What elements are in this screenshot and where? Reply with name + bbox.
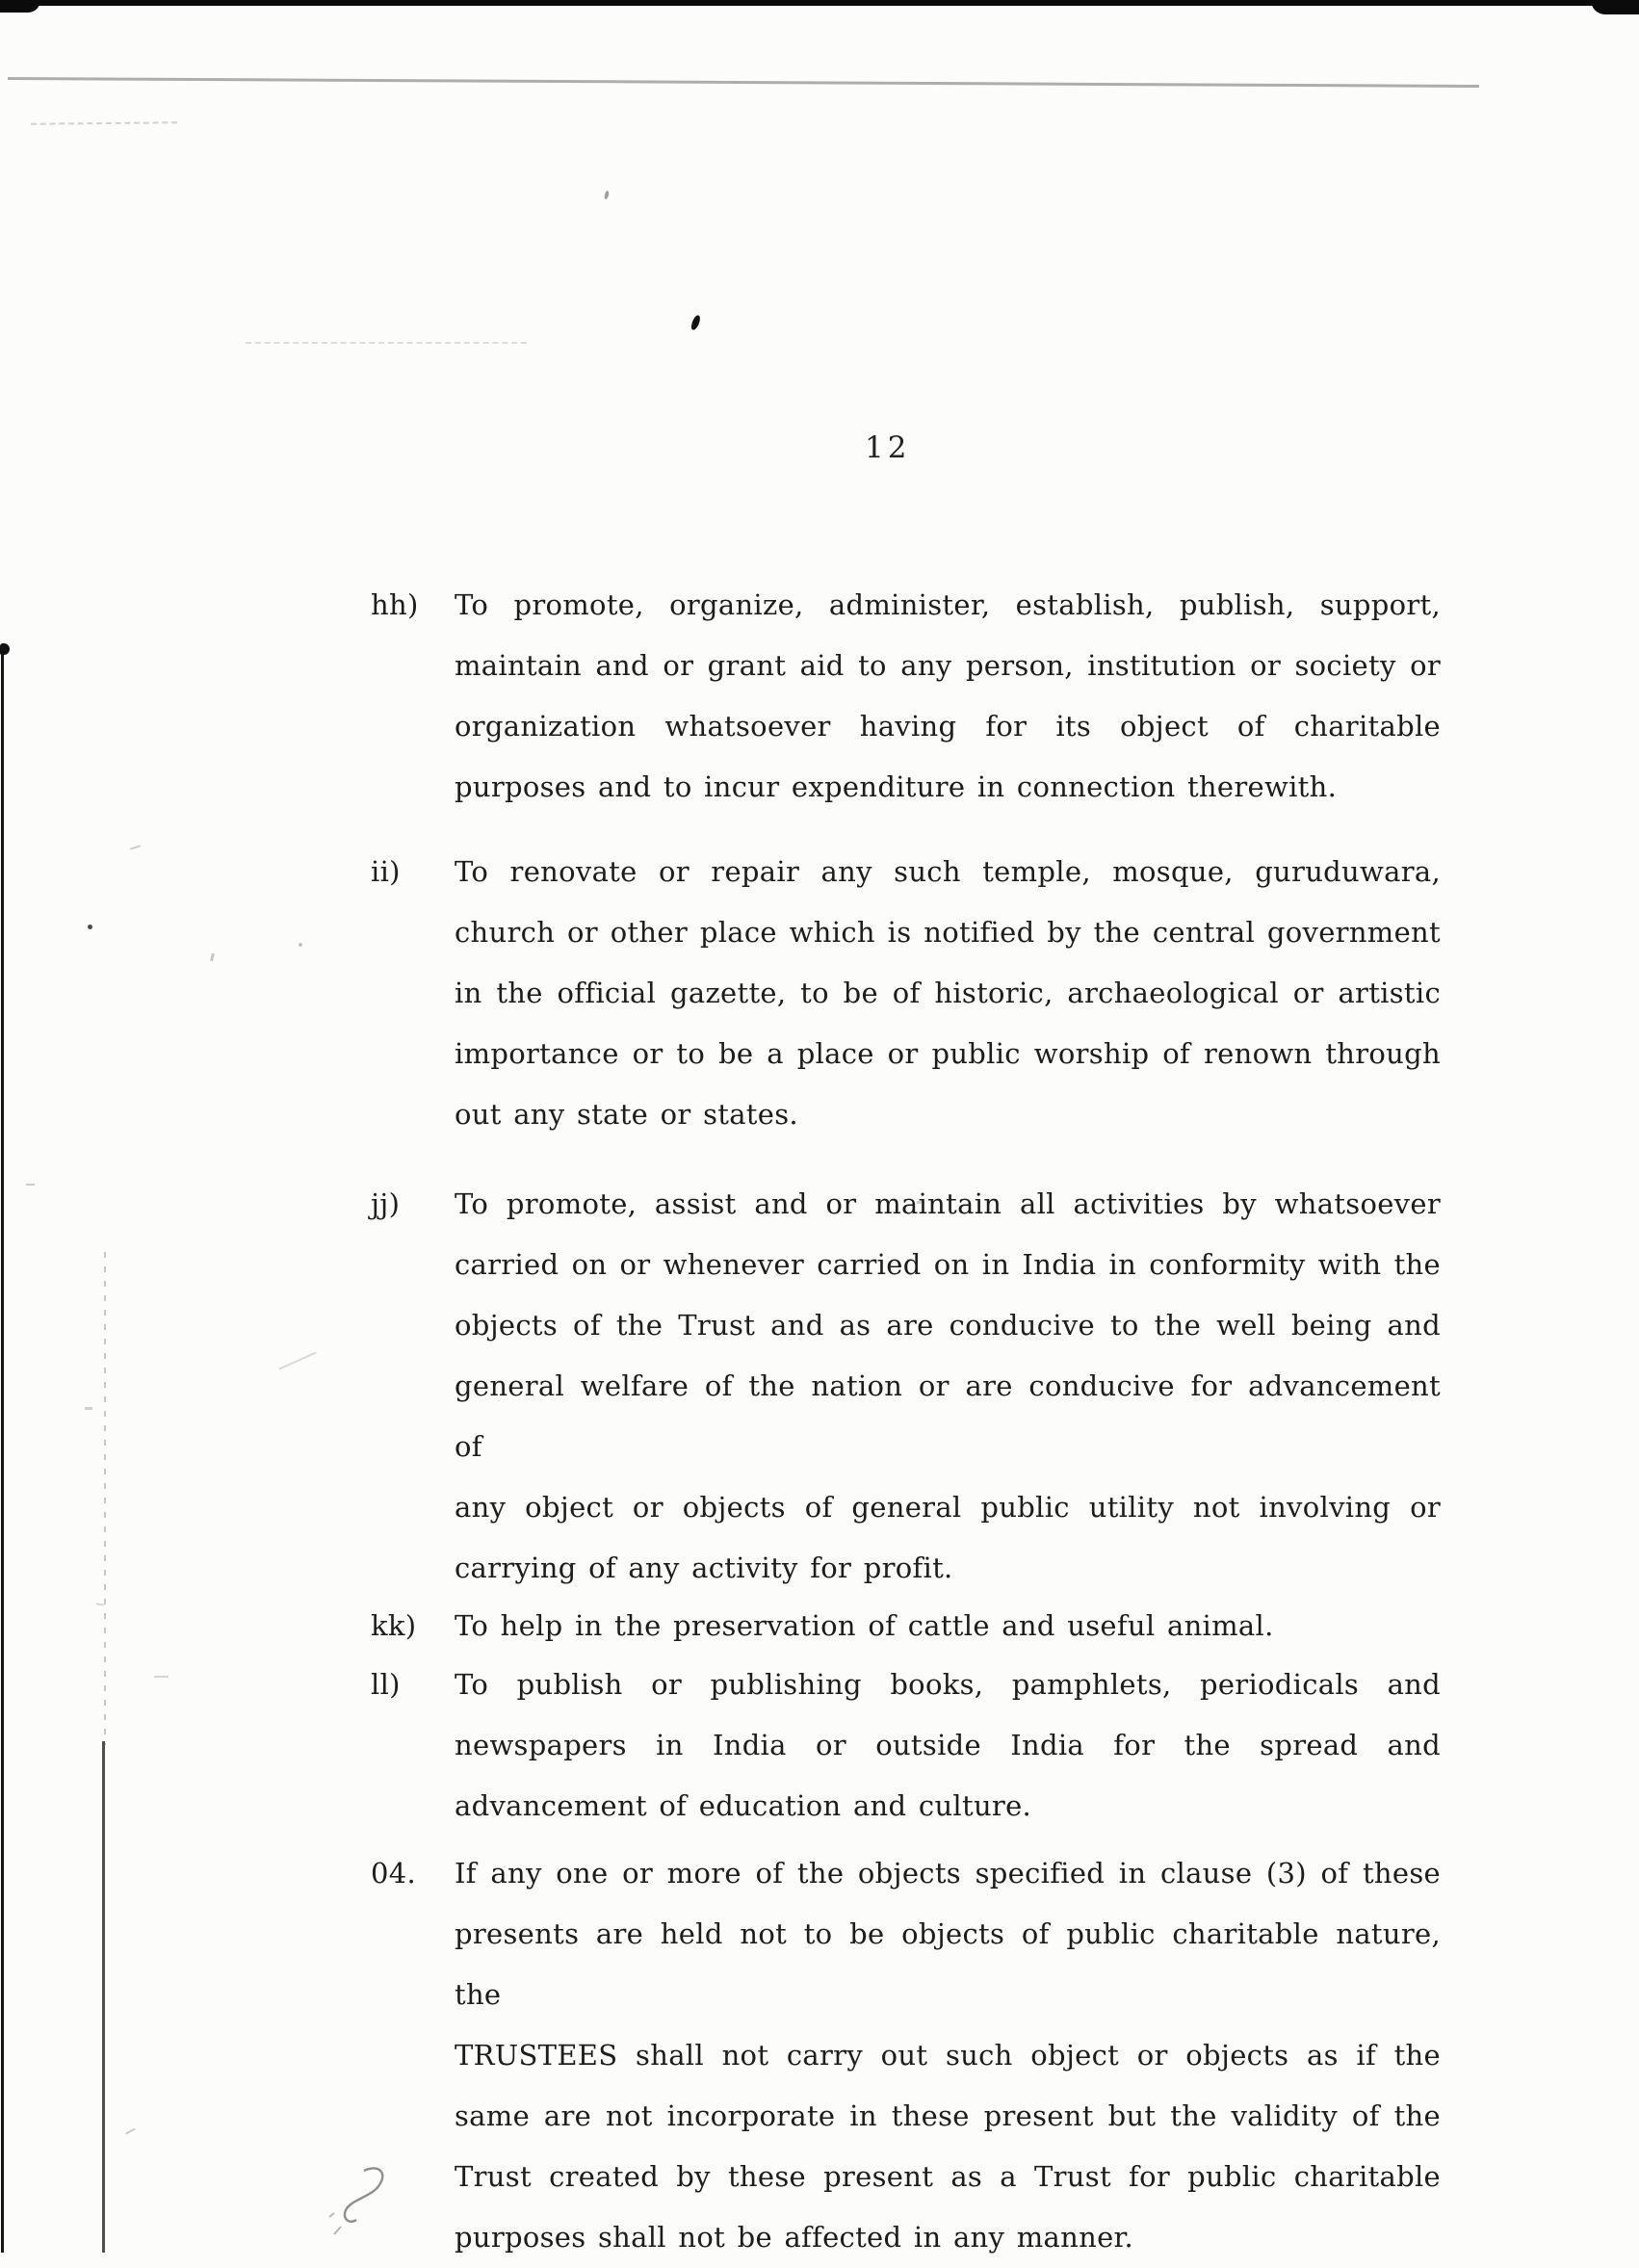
text-line: purposes and to incur expenditure in connection therewith. xyxy=(455,770,1338,803)
clause-label: ll) xyxy=(371,1668,401,1701)
scan-speck xyxy=(85,1407,92,1410)
text-line: importance or to be a place or public worship of renown through xyxy=(455,1037,1441,1070)
text-line: purposes shall not be affected in any manner. xyxy=(455,2221,1134,2254)
scan-speck xyxy=(88,925,92,929)
clause-label: ii) xyxy=(371,855,401,888)
horizontal-rule xyxy=(8,77,1479,88)
text-line: To promote, organize, administer, establish, publish, support, xyxy=(455,588,1441,621)
text-line: To promote, assist and or maintain all activities by whatsoever xyxy=(455,1187,1441,1220)
scan-corner-top-left xyxy=(0,0,40,13)
clause-text xyxy=(455,1174,1441,1599)
clause-text xyxy=(455,842,1441,1145)
margin-fold-line xyxy=(102,1741,105,2253)
clause-ll xyxy=(371,1655,1441,1837)
clause-label: hh) xyxy=(371,588,419,621)
scan-speck xyxy=(96,1603,104,1605)
clause-label: kk) xyxy=(371,1609,417,1642)
scan-scratch xyxy=(246,342,527,344)
scan-speck xyxy=(125,2128,136,2135)
text-line: To publish or publishing books, pamphlets, periodicals and xyxy=(455,1668,1441,1701)
clause-label: 04. xyxy=(371,1857,417,1890)
scan-edge-left-blob xyxy=(0,643,10,655)
scan-corner-top-right xyxy=(1591,0,1639,14)
text-line: objects of the Trust and as are conducive to the well being and xyxy=(455,1309,1441,1342)
text-line: TRUSTEES shall not carry out such object or objects as if the xyxy=(455,2039,1441,2072)
text-line: If any one or more of the objects specified in clause (3) of these xyxy=(455,1857,1441,1890)
text-line: Trust created by these present as a Trust for public charitable xyxy=(455,2160,1441,2193)
scan-speck xyxy=(154,1676,169,1678)
text-line: newspapers in India or outside India for the spread and xyxy=(455,1729,1441,1761)
clause-ii xyxy=(371,842,1441,1145)
scan-speck xyxy=(278,1352,316,1370)
clause-jj xyxy=(371,1174,1441,1599)
text-line: maintain and or grant aid to any person, institution or society or xyxy=(455,649,1441,682)
scan-edge-left xyxy=(1,647,4,2253)
text-line: any object or objects of general public utility not involving or xyxy=(455,1491,1441,1524)
scan-speck xyxy=(130,845,141,849)
text-line: general welfare of the nation or are conducive for advancement of xyxy=(455,1369,1441,1463)
scan-speck xyxy=(210,953,215,961)
page-number: 12 xyxy=(865,430,911,465)
text-line: same are not incorporate in these present but the validity of the xyxy=(455,2099,1441,2132)
clause-text xyxy=(455,575,1441,818)
scan-edge-top xyxy=(0,0,1639,6)
text-line: in the official gazette, to be of historic, archaeological or artistic xyxy=(455,977,1441,1009)
margin-fold-line-faint xyxy=(104,1252,106,1745)
text-line: out any state or states. xyxy=(455,1098,798,1131)
text-line: carried on or whenever carried on in India in conformity with the xyxy=(455,1248,1441,1281)
text-line: To help in the preservation of cattle and useful animal. xyxy=(455,1609,1274,1642)
text-line: To renovate or repair any such temple, mosque, guruduwara, xyxy=(455,855,1441,888)
ink-mark xyxy=(690,314,702,330)
scan-speck xyxy=(604,191,610,200)
clause-04 xyxy=(371,1843,1441,2268)
clause-label: jj) xyxy=(371,1187,401,1220)
clause-text xyxy=(455,1655,1441,1837)
clause-kk xyxy=(371,1596,1441,1656)
clause-text xyxy=(455,1843,1441,2268)
text-line: presents are held not to be objects of public charitable nature, the xyxy=(455,1917,1441,2011)
scan-scratch xyxy=(31,121,177,125)
text-line: church or other place which is notified by the central government xyxy=(455,916,1441,949)
text-line: advancement of education and culture. xyxy=(455,1789,1032,1822)
clause-text xyxy=(455,1596,1441,1656)
clause-hh xyxy=(371,575,1441,818)
text-line: carrying of any activity for profit. xyxy=(455,1551,953,1584)
scan-speck xyxy=(26,1184,35,1186)
text-line: organization whatsoever having for its object of charitable xyxy=(455,710,1441,743)
scan-speck xyxy=(299,943,302,947)
